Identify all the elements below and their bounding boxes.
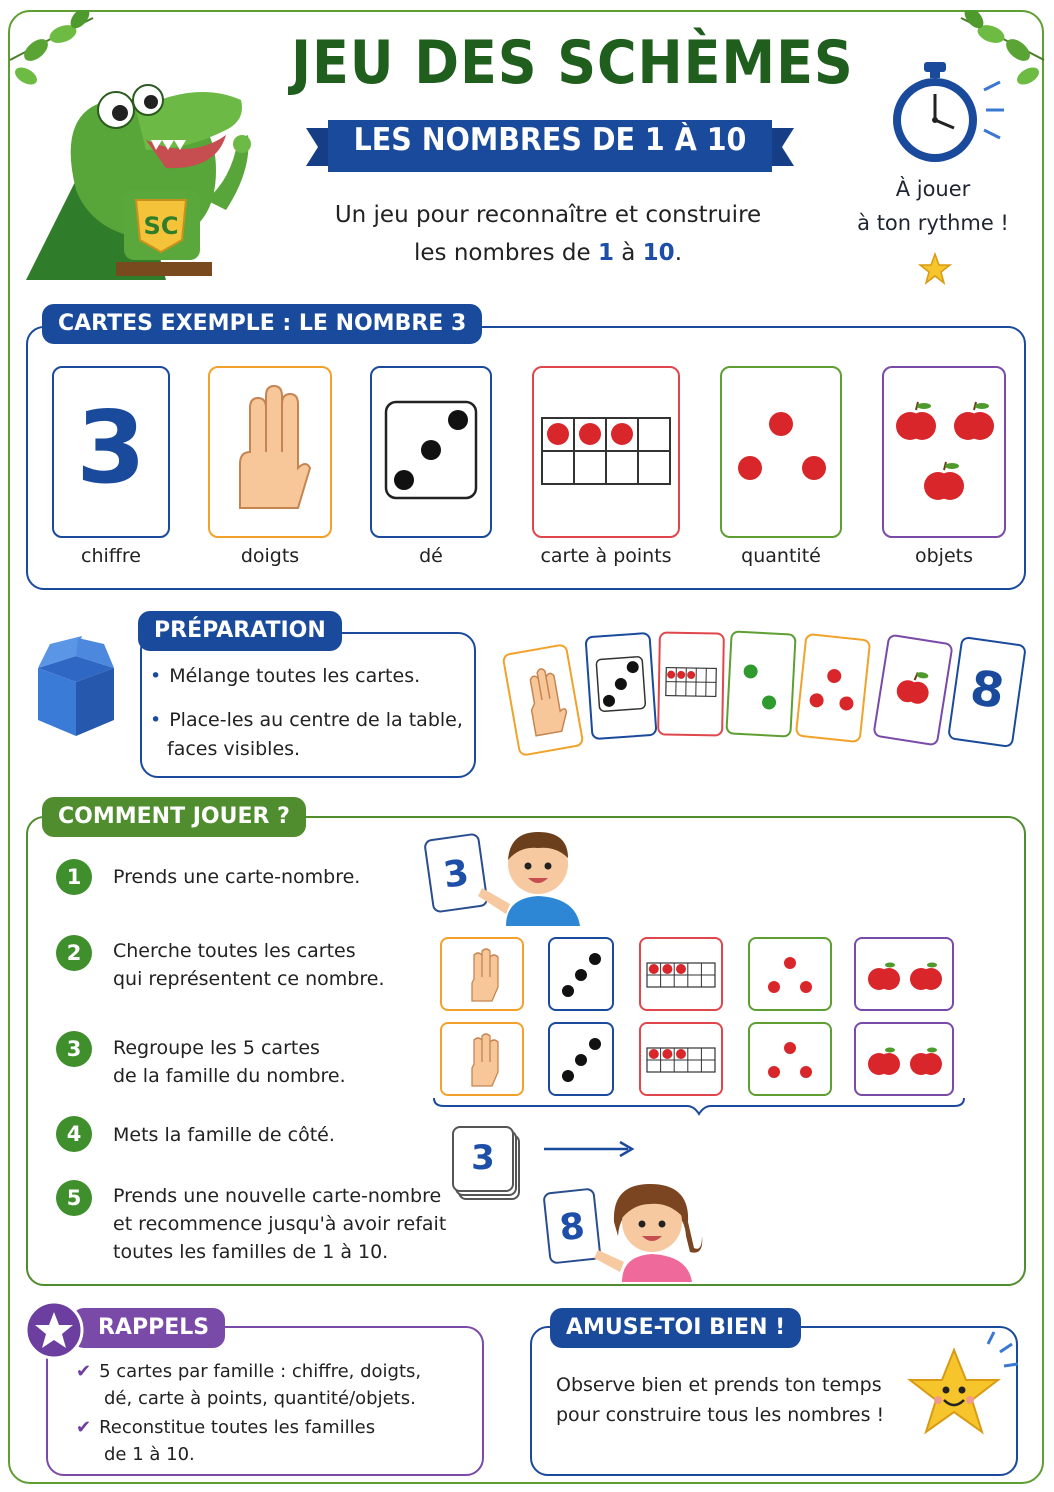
step-text-1 (113, 863, 360, 891)
arrow-right-icon (542, 1140, 636, 1158)
ten-frame-small-icon (641, 1024, 721, 1094)
check-icon: ✔ (76, 1417, 92, 1438)
step-number-5: 5 (56, 1180, 92, 1216)
step-4-line-1: Mets la famille de côté. (113, 1124, 335, 1146)
label-quantite: quantité (741, 545, 821, 567)
reminder-2-line-2: de 1 à 10. (104, 1444, 195, 1465)
star-icon (918, 252, 952, 286)
step-3-line-1: Regroupe les 5 cartes (113, 1037, 320, 1059)
intro-text-c: . (674, 240, 682, 266)
dice-three-icon (372, 368, 490, 536)
step-3-line-2: de la famille du nombre. (113, 1065, 346, 1087)
intro-text (300, 196, 796, 272)
reminder-item-2 (76, 1414, 375, 1468)
boy-number-card: 3 (423, 832, 489, 913)
example-card-digit (52, 366, 170, 538)
reminder-2-line-1: Reconstitue toutes les familles (99, 1417, 376, 1438)
tile-dots-1 (748, 937, 832, 1011)
preparation-heading: PRÉPARATION (138, 611, 342, 651)
tile-apples-2 (854, 1022, 954, 1096)
step-number-3: 3 (56, 1031, 92, 1067)
example-card-dice (370, 366, 492, 538)
dice-icon (550, 1024, 612, 1094)
rhythm-line-1: À jouer (895, 177, 971, 201)
preparation-item-2-text: Place-les au centre de la table, (169, 709, 463, 731)
step-text-3 (113, 1034, 346, 1090)
intro-text-b: à (613, 240, 643, 266)
apple-icon (875, 636, 952, 744)
stopwatch-icon (886, 60, 1006, 170)
apples-icon (856, 1024, 952, 1094)
intro-number-1: 1 (597, 240, 614, 266)
preparation-item-1: • Mélange toutes les cartes. (150, 665, 421, 687)
reminder-1-line-2: dé, carte à points, quantité/objets. (104, 1388, 416, 1409)
preparation-item-2-continued: faces visibles. (167, 738, 301, 760)
three-dots-icon (722, 368, 840, 536)
intro-line-2 (300, 234, 796, 272)
rhythm-line-2: à ton rythme ! (857, 211, 1009, 235)
boy-child-icon (476, 824, 592, 926)
step-number-1: 1 (56, 859, 92, 895)
card-stack-front: 3 (452, 1126, 514, 1192)
label-de: dé (419, 545, 443, 567)
tile-fingers-1 (440, 937, 524, 1011)
box-icon (30, 634, 124, 740)
group-brace-icon (432, 1096, 966, 1118)
three-apples-icon (884, 368, 1004, 536)
mascot-badge: SC (143, 212, 179, 240)
fan-card-green-dots (725, 630, 796, 737)
preparation-item-1-text: Mélange toutes les cartes. (169, 665, 421, 687)
example-card-quantity (720, 366, 842, 538)
ten-frame-small-icon (659, 633, 723, 734)
step-5-line-1: Prends une nouvelle carte-nombre (113, 1185, 442, 1207)
have-fun-text (556, 1370, 884, 1430)
label-doigts: doigts (240, 545, 300, 567)
tile-fingers-2 (440, 1022, 524, 1096)
tile-apples-1 (854, 937, 954, 1011)
hand-icon (442, 1024, 522, 1094)
reminder-1-line-1: 5 cartes par famille : chiffre, doigts, (99, 1361, 422, 1382)
ten-frame-small-icon (641, 939, 721, 1009)
example-card-objects (882, 366, 1006, 538)
fan-card-ten-frame (657, 631, 725, 736)
three-dots-icon (750, 939, 830, 1009)
step-text-4 (113, 1121, 335, 1149)
tile-dice-1 (548, 937, 614, 1011)
have-fun-line-1: Observe bien et prends ton temps (556, 1374, 882, 1396)
intro-text-a: les nombres de (413, 240, 598, 266)
digit-three: 3 (76, 389, 146, 506)
intro-number-10: 10 (642, 240, 675, 266)
example-cards-heading: CARTES EXEMPLE : LE NOMBRE 3 (42, 304, 482, 344)
red-dots-icon (797, 635, 869, 741)
crocodile-mascot-icon (16, 40, 256, 290)
smiling-star-icon (902, 1330, 1020, 1446)
step-5-line-2: et recommence jusqu'à avoir refait (113, 1213, 447, 1235)
have-fun-heading: AMUSE-TOI BIEN ! (550, 1308, 801, 1348)
step-2-line-1: Cherche toutes les cartes (113, 940, 356, 962)
ten-frame-icon (534, 368, 678, 536)
star-badge-icon (24, 1300, 84, 1360)
fan-card-dice (584, 632, 657, 740)
label-objets: objets (914, 545, 973, 567)
hand-icon (442, 939, 522, 1009)
step-number-4: 4 (56, 1116, 92, 1152)
fan-card-red-dots (795, 633, 872, 743)
three-dots-icon (750, 1024, 830, 1094)
two-dots-icon (727, 632, 794, 735)
dice-icon (550, 939, 612, 1009)
label-carte-a-points: carte à points (540, 545, 672, 567)
girl-number-card: 8 (542, 1187, 601, 1264)
reminder-item-1 (76, 1358, 421, 1412)
step-1-line-1: Prends une carte-nombre. (113, 866, 361, 888)
step-number-2: 2 (56, 935, 92, 971)
have-fun-line-2: pour construire tous les nombres ! (556, 1404, 885, 1426)
example-card-fingers (208, 366, 332, 538)
preparation-item-2: • Place-les au centre de la table, (150, 709, 463, 731)
subtitle-ribbon: LES NOMBRES DE 1 À 10 (353, 122, 747, 158)
page-title: JEU DES SCHÈMES (291, 28, 854, 98)
tile-dots-2 (748, 1022, 832, 1096)
example-card-ten-frame (532, 366, 680, 538)
apples-icon (856, 939, 952, 1009)
reminders-heading: RAPPELS (72, 1308, 225, 1348)
label-chiffre: chiffre (81, 545, 141, 567)
tile-ten-frame-2 (639, 1022, 723, 1096)
fan-digit-eight: 8 (966, 659, 1008, 721)
check-icon: ✔ (76, 1361, 92, 1382)
tile-ten-frame-1 (639, 937, 723, 1011)
step-5-line-3: toutes les familles de 1 à 10. (113, 1241, 389, 1263)
intro-line-1: Un jeu pour reconnaître et construire (334, 202, 762, 228)
step-2-line-2: qui représentent ce nombre. (113, 968, 385, 990)
girl-child-icon (592, 1176, 712, 1282)
rhythm-note (840, 172, 1026, 240)
tile-dice-2 (548, 1022, 614, 1096)
step-text-2 (113, 937, 384, 993)
dice-icon (587, 634, 656, 738)
three-fingers-hand-icon (210, 368, 330, 536)
step-text-5 (113, 1182, 446, 1266)
how-to-play-heading: COMMENT JOUER ? (42, 797, 306, 837)
